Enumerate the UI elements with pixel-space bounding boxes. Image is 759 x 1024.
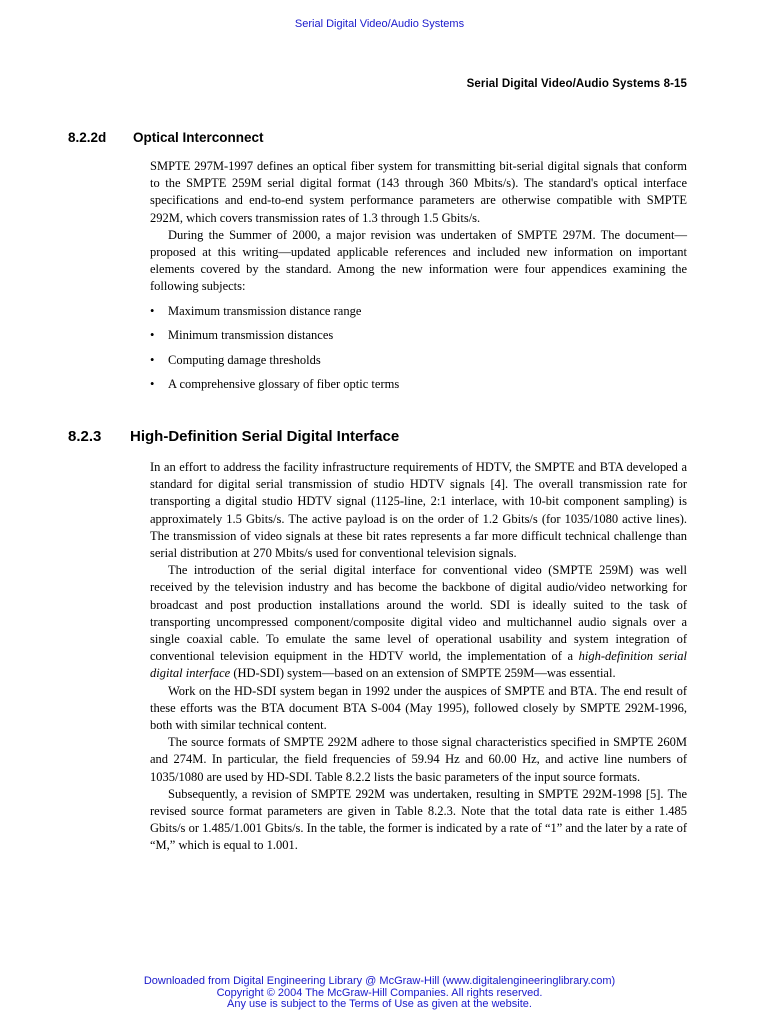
bullet-icon: • — [150, 328, 155, 343]
footer-copyright: Copyright © 2004 The McGraw-Hill Companies. All rights reserved. — [216, 986, 543, 999]
paragraph: In an effort to address the facility infrastructure requirements of HDTV, the SMPTE and BTA developed a standard for digital serial transmission of studio HDTV signals [4]. The overall transmission rate for transporting a digital studio HDTV signal (1125-line, 2:1 interlace, with 10-bit component sampling) is approximately 1.5 Gbits/s. The active payload is on the order of 1.2 Gbits/s (for 1035/1080 active lines). The transmission of video signals at these bit rates represents a far more difficult technical challenge than serial distribution at 270 Mbits/s used for conventional television signals. — [150, 460, 687, 561]
section-heading-hd-sdi — [68, 428, 399, 445]
paragraph: SMPTE 297M-1997 defines an optical fiber system for transmitting bit-serial digital signals that conform to the SMPTE 259M serial digital format (143 through 360 Mbits/s). The standard's optical interface specifications and end-to-end system performance parameters are otherwise compatible with SMPTE 292M, which covers transmission rates of 1.3 through 1.5 Gbits/s. — [150, 159, 687, 225]
footer — [0, 976, 759, 1011]
paragraph: Subsequently, a revision of SMPTE 292M was undertaken, resulting in SMPTE 292M-1998 [5]. The revised source format parameters are given in Table 8.2.3. Note that the total data rate is either 1.485 Gbits/s or 1.485/1.001 Gbits/s. In the table, the former is indicated by a rate of “1” and the later by a rate of “M,” which is equal to 1.001. — [150, 786, 687, 853]
list-item — [150, 352, 687, 377]
bullet-icon: • — [150, 377, 155, 392]
bullet-list — [150, 303, 687, 401]
paragraph: Work on the HD-SDI system began in 1992 under the auspices of SMPTE and BTA. The end result of these efforts was the BTA document BTA S-004 (May 1995), followed closely by SMPTE 292M-1996, both with similar technical content. — [150, 683, 687, 733]
section-body-hd-sdi — [150, 459, 687, 855]
section-heading-optical-interconnect — [68, 130, 264, 145]
footer-download-link[interactable]: Downloaded from Digital Engineering Library @ McGraw-Hill (www.digitalengineeringlibrary.com) — [143, 975, 616, 987]
section-title: Optical Interconnect — [133, 130, 264, 145]
bullet-icon: • — [150, 352, 155, 367]
paragraph-text: (HD-SDI) system—based on an extension of SMPTE 259M—was essential. — [230, 666, 616, 681]
paragraph — [150, 562, 687, 682]
list-item-text: Computing damage thresholds — [168, 352, 321, 367]
italic-term: high-definition serial digital interface — [150, 649, 687, 681]
top-banner: Serial Digital Video/Audio Systems — [294, 18, 465, 30]
bullet-icon: • — [150, 303, 155, 318]
list-item — [150, 376, 687, 401]
footer-terms-link[interactable]: Any use is subject to the Terms of Use as given at the website. — [227, 998, 532, 1011]
section-number: 8.2.3 — [68, 428, 102, 445]
paragraph: During the Summer of 2000, a major revision was undertaken of SMPTE 297M. The document—proposed at this writing—updated applicable references and included new information on important elements covered by the standard. Among the new information were four appendices examining the following subjects: — [150, 227, 687, 294]
list-item — [150, 327, 687, 352]
list-item-text: Minimum transmission distances — [168, 328, 334, 343]
list-item-text: Maximum transmission distance range — [168, 303, 362, 318]
section-body-optical-interconnect — [150, 158, 687, 401]
running-head: Serial Digital Video/Audio Systems 8-15 — [466, 78, 687, 90]
list-item — [150, 303, 687, 328]
paragraph-text: The introduction of the serial digital interface for conventional video (SMPTE 259M) was well received by the television industry and has become the backbone of digital audio/video networking for broadcast and post production installations around the world. SDI is ideally suited to the task of transporting uncompressed component/composite digital video and multichannel audio signals over a single coaxial cable. To emulate the same level of operational usability and system integration of conventional television equipment in the HDTV world, the implementation of a — [150, 563, 687, 664]
section-title: High-Definition Serial Digital Interface — [130, 428, 400, 445]
list-item-text: A comprehensive glossary of fiber optic terms — [168, 377, 400, 392]
section-number: 8.2.2d — [68, 130, 107, 145]
paragraph: The source formats of SMPTE 292M adhere to those signal characteristics specified in SMPTE 260M and 274M. In particular, the field frequencies of 59.94 Hz and 60.00 Hz, and active line numbers of 1035/1080 are used by HD-SDI. Table 8.2.2 lists the basic parameters of the input source formats. — [150, 735, 687, 784]
